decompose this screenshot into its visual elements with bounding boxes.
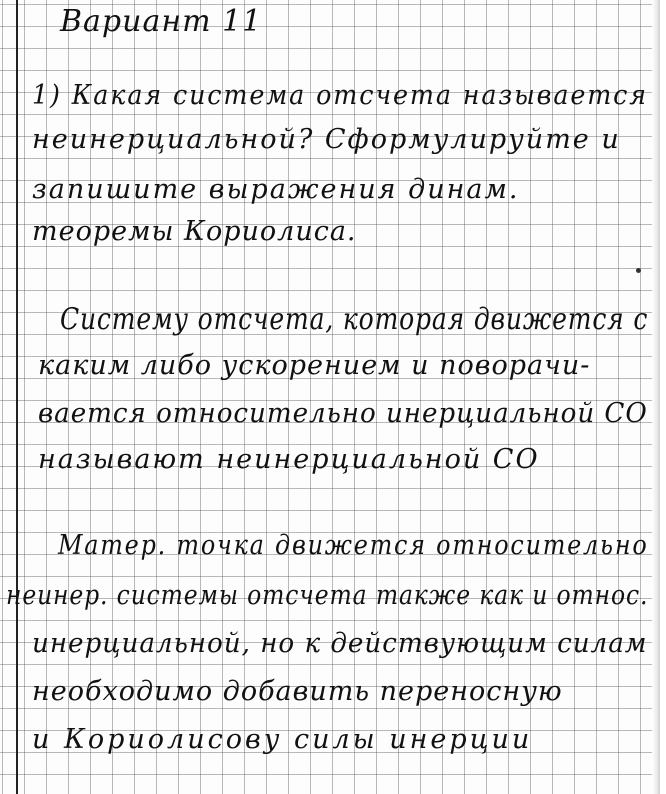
page-title: Вариант 11 [60, 4, 263, 39]
theorem-line-3: инерциальной, но к действующим силам [32, 628, 648, 659]
question-line-2: неинерциальной? Сформулируйте и [32, 124, 621, 155]
theorem-line-2: неинер. системы отсчета также как и относ. [6, 580, 649, 611]
answer-line-4: называют неинерциальной СО [38, 444, 540, 475]
margin-line [16, 0, 18, 794]
answer-line-1: Систему отсчета, которая движется с [60, 302, 649, 337]
page-edge [652, 0, 658, 794]
theorem-line-5: и Кориолисову силы инерции [32, 724, 533, 755]
question-line-3: запишите выражения динам. [32, 174, 520, 205]
answer-line-2: каким либо ускорением и поворачи- [38, 350, 591, 381]
answer-line-3: вается относительно инерциальной СО [38, 398, 648, 429]
ink-dot [636, 268, 641, 273]
question-line-1: 1) Какая система отсчета называется [32, 80, 648, 111]
question-line-4: теоремы Кориолиса. [32, 216, 357, 247]
theorem-line-1: Матер. точка движется относительно [58, 530, 649, 561]
theorem-line-4: необходимо добавить переносную [32, 676, 563, 707]
